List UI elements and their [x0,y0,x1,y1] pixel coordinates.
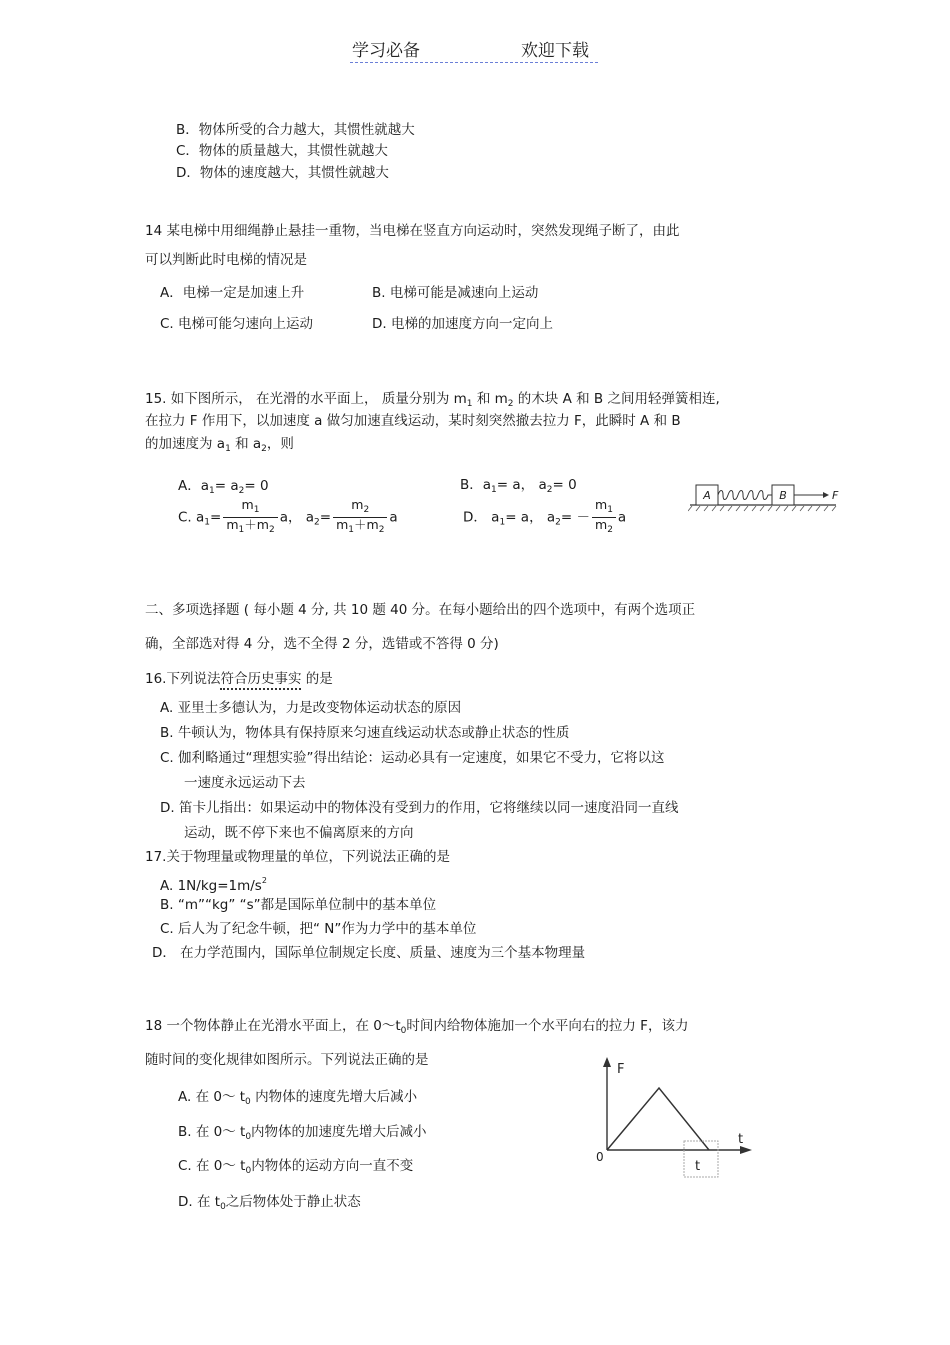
block-a-label: A [703,489,711,502]
q14-option-c: C. 电梯可能匀速向上运动 [160,316,314,332]
q18-stem-line1: 18 一个物体静止在光滑水平面上，在 $0\sim t_0$时间内给物体施加一个水平向右的拉力 F，该力 [145,1018,689,1036]
q15-stem-line1: 15. 如下图所示， 在光滑的水平面上， 质量分别为 $m_1$ 和 $m_2$ 的木块 A 和 B 之间用轻弹簧相连, [145,391,720,409]
q18-option-a: A. 在 0～ $t_0$ 内物体的速度先增大后减小 [178,1089,418,1107]
header-right: 欢迎下载 [521,41,589,61]
q15-option-c: C. $a_1=$ $\frac{m_1}{m_1+m_2}$ a， $a_2=$ $\frac{m_2}{m_1+m_2}$ a [178,497,398,535]
q17-option-a: A. $1N/kg=1m/s^2$ [160,876,267,894]
q18-force-time-graph [590,1055,760,1185]
header-left: 学习必备 [352,41,420,61]
q18-option-c: C. 在 0～ $t_0$内物体的运动方向一直不变 [178,1158,414,1176]
q15-option-c-fraction-2: $\frac{m_2}{m_1+m_2}$ [333,498,387,537]
y-axis-label: F [617,1062,625,1077]
q15-option-b: B．$a_1= a$， $a_2= 0$ [460,477,577,495]
q15-spring-figure [688,478,840,514]
q16-stem: 16.下列说法符合历史事实 的是 [145,670,333,688]
q16-option-d-line1: D. 笛卡儿指出：如果运动中的物体没有受到力的作用，它将继续以同一速度沿同一直线 [160,800,679,816]
q17-option-c: C. 后人为了纪念牛顿，把“ N”作为力学中的基本单位 [160,921,477,937]
q16-option-b: B. 牛顿认为，物体具有保持原来匀速直线运动状态或静止状态的性质 [160,725,570,741]
q18-option-b: B. 在 0～ $t_0$内物体的加速度先增大后减小 [178,1124,427,1142]
block-b-label: B [779,489,787,502]
q16-option-d-line2: 运动，既不停下来也不偏离原来的方向 [184,825,414,841]
spring [718,491,772,500]
force-label: F [832,489,839,502]
q16-emphasis: 符合历史事实 [220,671,301,690]
q13-option-b: B．物体所受的合力越大，其惯性就越大 [176,122,415,138]
q14-option-a: A．电梯一定是加速上升 [160,285,305,301]
q14-option-d: D. 电梯的加速度方向一定向上 [372,316,553,332]
origin-label: 0 [596,1150,604,1164]
x-axis-label: t [738,1132,744,1147]
q16-option-a: A. 亚里士多德认为，力是改变物体运动状态的原因 [160,700,462,716]
section2-heading-line1: 二、多项选择题 ( 每小题 4 分, 共 10 题 40 分。在每小题给出的四个选项中，有两个选项正 [145,602,696,618]
q14-option-b: B. 电梯可能是减速向上运动 [372,285,539,301]
q17-stem: 17.关于物理量或物理量的单位，下列说法正确的是 [145,849,450,865]
t0-label: t [695,1159,701,1174]
q15-option-a: A．$a_1= a_2= 0$ [178,478,269,496]
q17-option-d: D． 在力学范围内，国际单位制规定长度、质量、速度为三个基本物理量 [152,945,586,961]
q16-option-c-line1: C. 伽利略通过“理想实验”得出结论：运动必具有一定速度，如果它不受力，它将以这 [160,750,665,766]
q16-option-c-line2: 一速度永远运动下去 [184,775,306,791]
q15-stem-line2: 在拉力 F 作用下，以加速度 a 做匀加速直线运动，某时刻突然撤去拉力 F，此瞬时 A 和 B [145,413,681,429]
q17-option-b: B. “m”“kg” “s”都是国际单位制中的基本单位 [160,897,437,913]
q18-option-d: D. 在 $t_0$之后物体处于静止状态 [178,1194,361,1212]
q18-stem-line2: 随时间的变化规律如图所示。下列说法正确的是 [145,1052,429,1068]
q15-stem-line3: 的加速度为 $a_1$ 和 $a_2$，则 [145,436,294,454]
q14-stem-line1: 14 某电梯中用细绳静止悬挂一重物，当电梯在竖直方向运动时，突然发现绳子断了，由此 [145,223,680,239]
header-divider [350,62,598,63]
q15-option-d-fraction: $\frac{m_1}{m_2}$ [592,498,616,537]
q15-option-c-fraction-1: $\frac{m_1}{m_1+m_2}$ [223,498,277,537]
q13-option-c: C．物体的质量越大，其惯性就越大 [176,143,388,159]
section2-heading-line2: 确，全部选对得 4 分，选不全得 2 分，选错或不答得 0 分) [145,636,499,652]
q14-stem-line2: 可以判断此时电梯的情况是 [145,252,307,268]
q13-option-d: D．物体的速度越大，其惯性就越大 [176,165,389,181]
q15-option-d: D． $a_1= a$， $a_2=$ － $\frac{m_1}{m_2}$ a [463,497,627,535]
t0-marker-box [684,1141,718,1177]
